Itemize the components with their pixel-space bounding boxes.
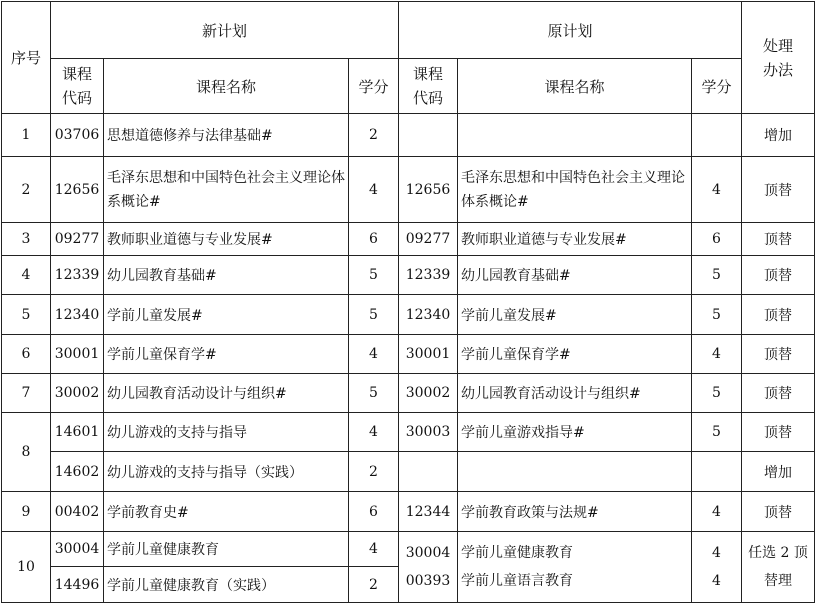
new-credit-cell: 5 (349, 374, 399, 413)
old-code-cell: 12339 (399, 256, 458, 295)
header-new-code (51, 59, 104, 114)
old-credit-cell: 4 (692, 335, 742, 374)
new-name-cell: 学前儿童发展# (104, 295, 349, 335)
new-credit-cell: 5 (349, 256, 399, 295)
new-code-cell: 12656 (51, 157, 104, 223)
seq-cell: 2 (2, 157, 51, 223)
new-name-cell: 毛泽东思想和中国特色社会主义理论体系概论# (104, 157, 349, 223)
old-credit-cell: 5 (692, 374, 742, 413)
table-row (2, 532, 815, 567)
action-note: 任选 2 顶替理 (748, 545, 808, 589)
seq-cell: 3 (2, 223, 51, 256)
new-code-cell: 30001 (51, 335, 104, 374)
seq-cell: 7 (2, 374, 51, 413)
old-credit-line: 4 (712, 573, 721, 589)
new-code-cell: 30004 (51, 532, 104, 567)
new-name-cell: 学前教育史# (104, 492, 349, 532)
old-code-cell: 12344 (399, 492, 458, 532)
old-name-cell (458, 452, 692, 492)
old-credit-cell: 4 (692, 157, 742, 223)
new-credit-cell: 4 (349, 413, 399, 452)
old-code-cell-merged (399, 532, 458, 603)
new-name-cell: 学前儿童健康教育（实践） (104, 567, 349, 603)
table-row (2, 492, 815, 532)
old-name-cell: 幼儿园教育基础# (458, 256, 692, 295)
header-old-name: 课程名称 (458, 59, 692, 114)
new-credit-cell: 4 (349, 532, 399, 567)
table-row (2, 114, 815, 157)
header-action-text: 处理办法 (762, 36, 793, 79)
old-code-cell: 30002 (399, 374, 458, 413)
table-row (2, 256, 815, 295)
seq-cell: 5 (2, 295, 51, 335)
new-code-cell: 14602 (51, 452, 104, 492)
new-name-cell: 幼儿园教育活动设计与组织# (104, 374, 349, 413)
old-credit-cell: 5 (692, 413, 742, 452)
new-name-cell: 学前儿童保育学# (104, 335, 349, 374)
new-code-cell: 09277 (51, 223, 104, 256)
table-row (2, 413, 815, 452)
action-cell: 增加 (742, 452, 815, 492)
action-cell: 顶替 (742, 413, 815, 452)
new-code-cell: 30002 (51, 374, 104, 413)
old-name-line: 学前儿童健康教育 (461, 545, 573, 561)
new-name-cell: 幼儿游戏的支持与指导 (104, 413, 349, 452)
action-cell: 顶替 (742, 157, 815, 223)
old-name-cell: 学前儿童保育学# (458, 335, 692, 374)
new-credit-cell: 4 (349, 335, 399, 374)
action-cell: 顶替 (742, 256, 815, 295)
old-code-cell: 30003 (399, 413, 458, 452)
new-credit-cell: 2 (349, 567, 399, 603)
table-row (2, 452, 815, 492)
table-row (2, 223, 815, 256)
new-name-cell: 幼儿园教育基础# (104, 256, 349, 295)
old-name-cell-merged (458, 532, 692, 603)
header-action (742, 2, 815, 114)
new-credit-cell: 4 (349, 157, 399, 223)
old-name-cell: 学前教育政策与法规# (458, 492, 692, 532)
old-code-cell: 09277 (399, 223, 458, 256)
old-name-cell: 毛泽东思想和中国特色社会主义理论体系概论# (458, 157, 692, 223)
header-new-credit: 学分 (349, 59, 399, 114)
new-code-cell: 00402 (51, 492, 104, 532)
header-old-credit: 学分 (692, 59, 742, 114)
header-old-code (399, 59, 458, 114)
old-name-cell: 学前儿童发展# (458, 295, 692, 335)
course-replacement-table (1, 1, 815, 603)
new-credit-cell: 6 (349, 492, 399, 532)
action-cell-merged (742, 532, 815, 603)
old-name-line: 学前儿童语言教育 (461, 573, 573, 589)
old-credit-cell: 5 (692, 295, 742, 335)
new-code-cell: 14601 (51, 413, 104, 452)
new-code-cell: 03706 (51, 114, 104, 157)
new-code-cell: 12339 (51, 256, 104, 295)
new-code-cell: 14496 (51, 567, 104, 603)
action-cell: 增加 (742, 114, 815, 157)
new-name-cell: 教师职业道德与专业发展# (104, 223, 349, 256)
new-credit-cell: 5 (349, 295, 399, 335)
table-row (2, 374, 815, 413)
action-cell: 顶替 (742, 335, 815, 374)
old-code-cell: 30001 (399, 335, 458, 374)
action-cell: 顶替 (742, 295, 815, 335)
table-row (2, 157, 815, 223)
new-credit-cell: 2 (349, 452, 399, 492)
action-cell: 顶替 (742, 374, 815, 413)
old-credit-cell (692, 452, 742, 492)
old-credit-cell: 5 (692, 256, 742, 295)
table-row (2, 335, 815, 374)
seq-cell: 9 (2, 492, 51, 532)
old-name-cell: 教师职业道德与专业发展# (458, 223, 692, 256)
old-credit-cell-merged (692, 532, 742, 603)
new-credit-cell: 6 (349, 223, 399, 256)
header-old-plan: 原计划 (399, 2, 742, 59)
old-credit-cell: 6 (692, 223, 742, 256)
old-name-cell: 幼儿园教育活动设计与组织# (458, 374, 692, 413)
old-credit-cell: 4 (692, 492, 742, 532)
seq-cell: 8 (2, 413, 51, 492)
old-credit-cell (692, 114, 742, 157)
table-row (2, 295, 815, 335)
seq-cell: 4 (2, 256, 51, 295)
header-seq: 序号 (2, 2, 51, 114)
action-cell: 顶替 (742, 223, 815, 256)
new-code-cell: 12340 (51, 295, 104, 335)
header-row-2 (2, 59, 815, 114)
new-name-cell: 思想道德修养与法律基础# (104, 114, 349, 157)
old-code-line: 00393 (405, 573, 451, 589)
old-code-line: 30004 (405, 545, 451, 561)
header-new-name: 课程名称 (104, 59, 349, 114)
old-name-cell (458, 114, 692, 157)
header-row-1 (2, 2, 815, 59)
old-code-cell: 12656 (399, 157, 458, 223)
old-name-cell: 学前儿童游戏指导# (458, 413, 692, 452)
new-name-cell: 学前儿童健康教育 (104, 532, 349, 567)
new-name-cell: 幼儿游戏的支持与指导（实践） (104, 452, 349, 492)
seq-cell: 6 (2, 335, 51, 374)
header-new-plan: 新计划 (51, 2, 399, 59)
seq-cell: 10 (2, 532, 51, 603)
header-new-code-text: 课程代码 (61, 65, 92, 107)
old-credit-line: 4 (712, 545, 721, 561)
new-credit-cell: 2 (349, 114, 399, 157)
old-code-cell: 12340 (399, 295, 458, 335)
old-code-cell (399, 114, 458, 157)
old-code-cell (399, 452, 458, 492)
action-cell: 顶替 (742, 492, 815, 532)
seq-cell: 1 (2, 114, 51, 157)
header-old-code-text: 课程代码 (412, 65, 443, 107)
